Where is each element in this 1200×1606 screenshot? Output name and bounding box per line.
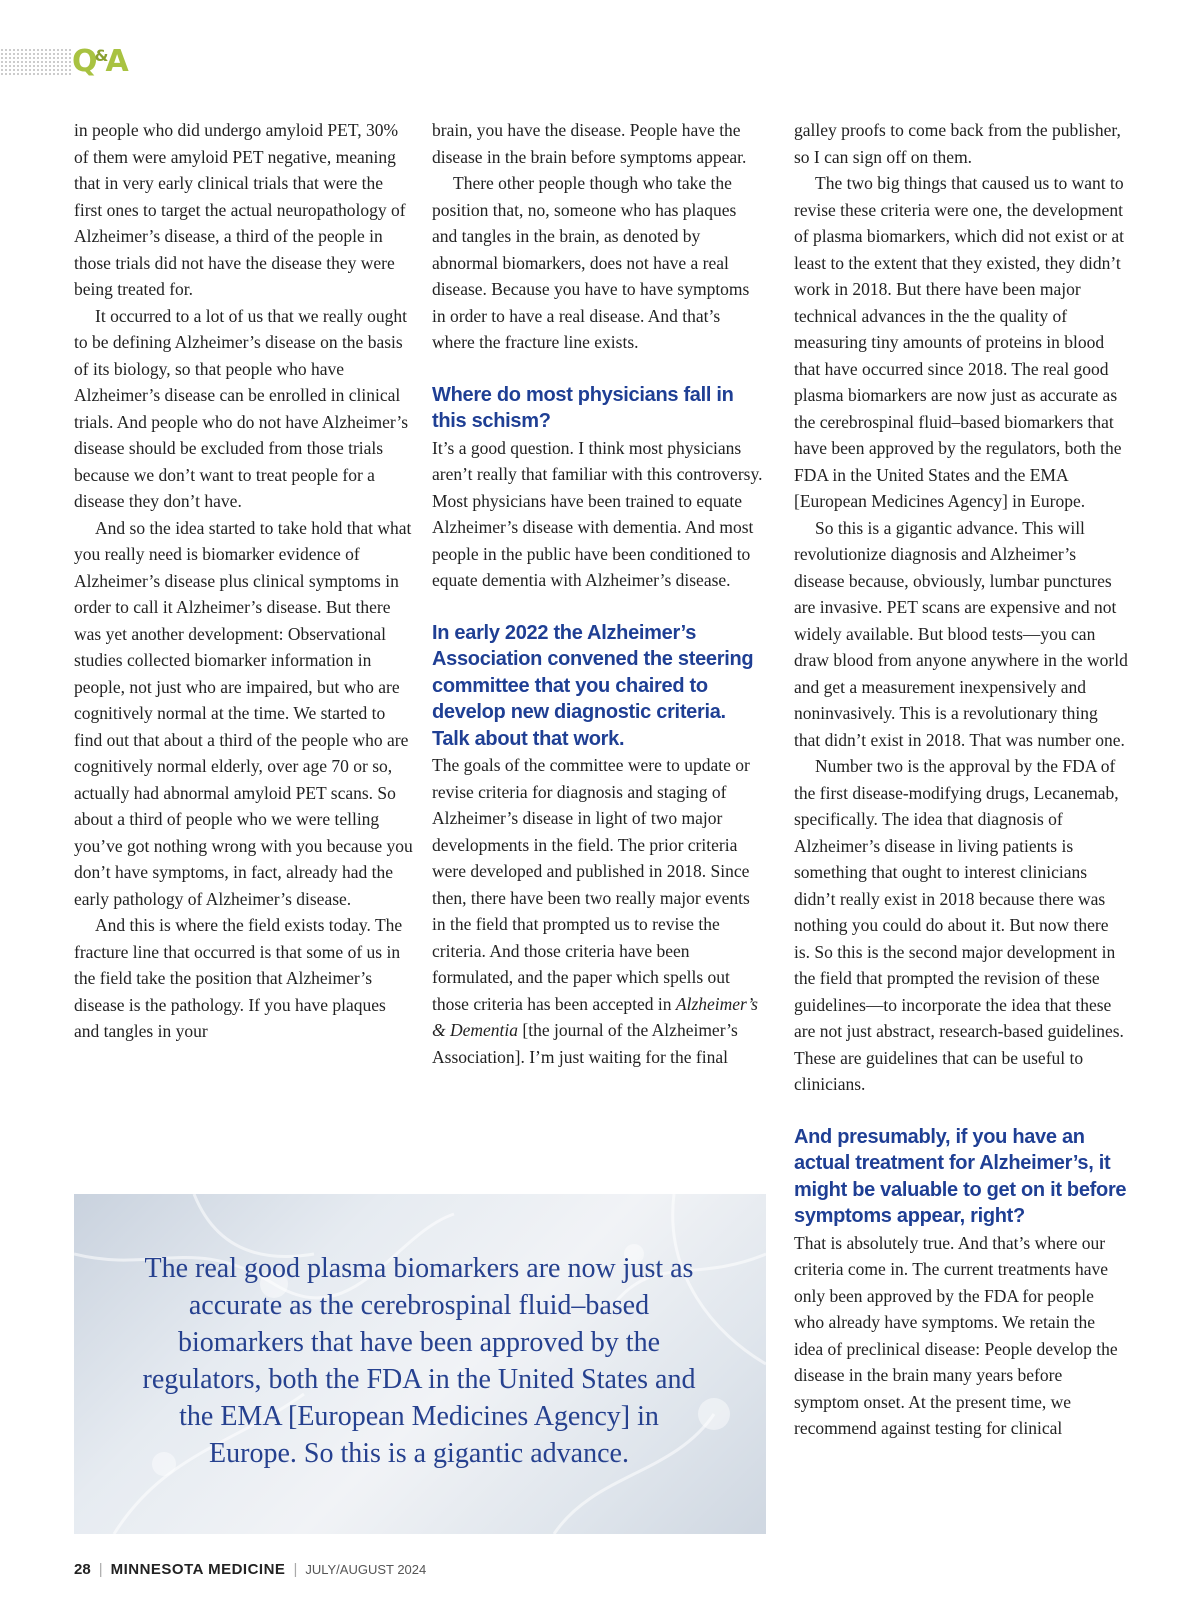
paragraph: And so the idea started to take hold that what you really need is biomarker evidence of Alzheimer’s disease plus clinical symptoms in order to call it Alzheimer’s disease. But there was yet another development: Observational studies collected biomarker information in people, not just who are impaired, but who are cognitively normal at the time. We started to find out that about a third of the people who are cognitively normal elderly, over age 70 or so, actually had abnormal amyloid PET scans. So about a third of people who we were telling you’ve got nothing wrong with you because you don’t have symptoms, in fact, already had the early pathology of Alzheimer’s disease. [74, 517, 413, 909]
interview-question: In early 2022 the Alzheimer’s Association convened the steering committee that you chaired to develop new diagnostic criteria. Talk about that work. [432, 621, 754, 750]
answer-text: [the journal of the Alzheimer’s Association]. I’m just waiting for the final [432, 1020, 738, 1067]
paragraph: It occurred to a lot of us that we really ought to be defining Alzheimer’s disease on the basis of its biology, so that people who have Alzheimer’s disease can be enrolled in clinical trials. And people who do not have Alzheimer’s disease should be excluded from those trials because we don’t want to treat people for a disease they don’t have. [74, 305, 409, 511]
pull-quote-box [74, 1194, 766, 1534]
paragraph: brain, you have the disease. People have the disease in the brain before symptoms appear. [432, 120, 747, 167]
paragraph: galley proofs to come back from the publisher, so I can sign off on them. [794, 120, 1121, 167]
journal-title: Alzheimer’s & Dementia [432, 993, 758, 1040]
interview-question: And presumably, if you have an actual treatment for Alzheimer’s, it might be valuable to get on it before symptoms appear, right? [794, 1125, 1127, 1227]
article-column-1 [74, 117, 414, 1045]
logo-ampersand: & [94, 46, 107, 65]
footer-divider: | [293, 1561, 298, 1578]
issue-date: JULY/AUGUST 2024 [305, 1562, 427, 1577]
paragraph: There other people though who take the position that, no, someone who has plaques and tangles in the brain, as denoted by abnormal biomarkers, does not have a real disease. Because you have to have symptoms in order to have a real disease. And that’s where the fracture line exists. [432, 173, 750, 352]
interview-answer: It’s a good question. I think most physicians aren’t really that familiar with this controversy. Most physicians have been trained to equate Alzheimer’s disease with dementia. And most people in the public have been conditioned to equate dementia with Alzheimer’s disease. [432, 437, 763, 590]
paragraph: Number two is the approval by the FDA of the first disease-modifying drugs, Lecanemab, specifically. The idea that diagnosis of Alzheimer’s disease in living patients is something that ought to interest clinicians didn’t really exist in 2018 because there was nothing you could do about it. But now there is. So this is the second major development in the field that prompted the revision of these guidelines—to incorporate the idea that these are not just abstract, research-based guidelines. These are guidelines that can be useful to clinicians. [794, 756, 1124, 1094]
answer-text: The goals of the committee were to update or revise criteria for diagnosis and staging of Alzheimer’s disease in light of two major developments in the field. The prior criteria were developed and published in 2018. Since then, there have been two really major events in the field that prompted us to revise the criteria. And those criteria have been formulated, and the paper which spells out those criteria has been accepted in [432, 755, 750, 1014]
logo-a: A [105, 44, 127, 79]
paragraph: The two big things that caused us to want to revise these criteria were one, the development of plasma biomarkers, which did not exist or at least to the extent that they existed, they didn’t work in 2018. But there have been major technical advances in the the quality of measuring tiny amounts of proteins in blood that have occurred since 2018. The real good plasma biomarkers are now just as accurate as the cerebrospinal fluid–based biomarkers that have been approved by the regulators, both the FDA in the United States and the EMA [European Medicines Agency] in Europe. [794, 173, 1124, 511]
pull-quote-text: The real good plasma biomarkers are now just as accurate as the cerebrospinal fluid–based biomarkers that have been approved by the regulators, both the FDA in the United States and the EMA [European Medicines Agency] in Europe. So this is a gigantic advance. [142, 1253, 696, 1469]
paragraph: And this is where the field exists today. The fracture line that occurred is that some of us in the field take the position that Alzheimer’s disease is the pathology. If you have plaques and tangles in your [74, 915, 403, 1041]
interview-answer: That is absolutely true. And that’s where our criteria come in. The current treatments have only been approved by the FDA for people who already have symptoms. We retain the idea of preclinical disease: People develop the disease in the brain many years before symptom onset. At the present time, we recommend against testing for clinical [794, 1232, 1118, 1438]
interview-answer [432, 752, 764, 1070]
page-number: 28 [74, 1561, 91, 1578]
paragraph: in people who did undergo amyloid PET, 30% of them were amyloid PET negative, meaning that in very early clinical trials that were the first ones to target the actual neuropathology of Alzheimer’s disease, a third of the people in those trials did not have the disease they were being treated for. [74, 120, 406, 299]
footer-divider: | [98, 1561, 103, 1578]
page-footer [74, 1561, 426, 1578]
logo-q: Q [72, 44, 96, 79]
article-column-3 [794, 117, 1128, 1442]
header-dot-pattern [0, 48, 72, 76]
magazine-name: MINNESOTA MEDICINE [110, 1561, 286, 1578]
paragraph: So this is a gigantic advance. This will revolutionize diagnosis and Alzheimer’s disease because, obviously, lumbar punctures are invasive. PET scans are expensive and not widely available. But blood tests—you can draw blood from anyone anywhere in the world and get a measurement inexpensively and noninvasively. This is a revolutionary thing that didn’t exist in 2018. That was number one. [794, 517, 1128, 750]
qa-section-logo [72, 44, 127, 79]
article-column-2 [432, 117, 764, 1070]
interview-question: Where do most physicians fall in this schism? [432, 383, 734, 432]
